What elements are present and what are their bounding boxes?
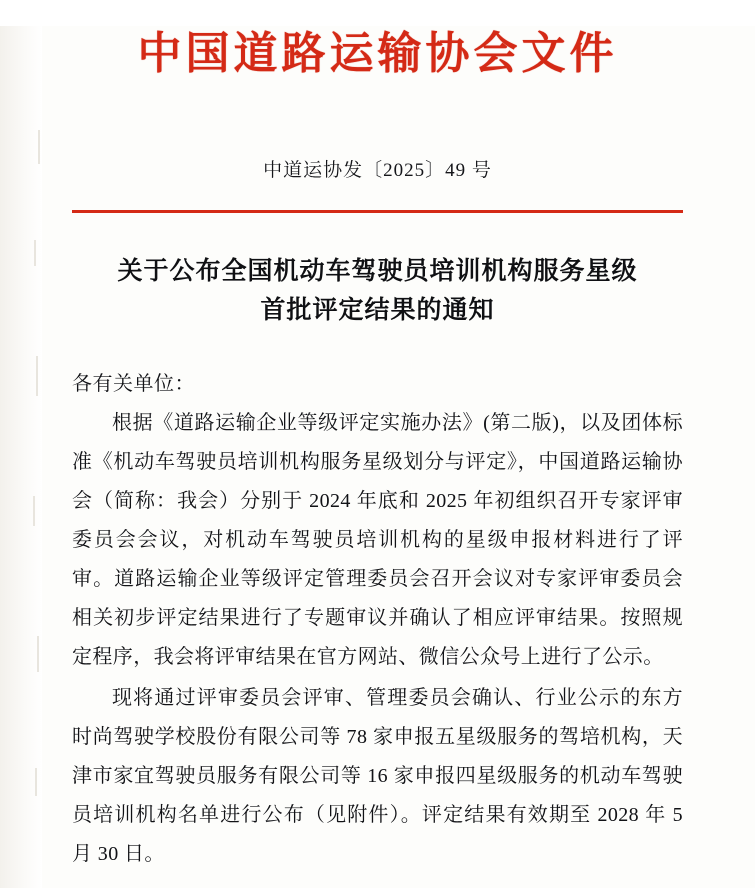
body-paragraph: 现将通过评审委员会评审、管理委员会确认、行业公示的东方时尚驾驶学校股份有限公司等 78 家申报五星级服务的驾培机构，天津市家宜驾驶员服务有限公司等 16 家申报四星级服务的机动车驾驶员培训机构名单进行公布（见附件）。评定结果有效期至 2028 年 5 月 30 日。	[72, 686, 683, 865]
document-body	[0, 26, 755, 874]
salutation: 各有关单位：	[72, 372, 195, 395]
red-divider-rule	[72, 210, 683, 213]
document-masthead-title: 中国道路运输协会文件	[137, 29, 618, 78]
page-title	[72, 253, 683, 331]
body-paragraph: 根据《道路运输企业等级评定实施办法》(第二版)，以及团体标准《机动车驾驶员培训机构服务星级划分与评定》，中国道路运输协会（简称：我会）分别于 2024 年底和 2025 年初组织召开专家评审委员会会议，对机动车驾驶员培训机构的星级申报材料进行了评审。道路运输企业等级评定管理委员会召开会议对专家评审委员会相关初步评定结果进行了专题审议并确认了相应评审结果。按照规定程序，我会将评审结果在官方网站、微信公众号上进行了公示。	[72, 411, 683, 668]
document-number: 中道运协发〔2025〕49 号	[263, 160, 492, 181]
document-page	[0, 26, 755, 888]
page-title-line-1: 关于公布全国机动车驾驶员培训机构服务星级	[117, 258, 638, 285]
page-title-line-2: 首批评定结果的通知	[260, 296, 495, 324]
